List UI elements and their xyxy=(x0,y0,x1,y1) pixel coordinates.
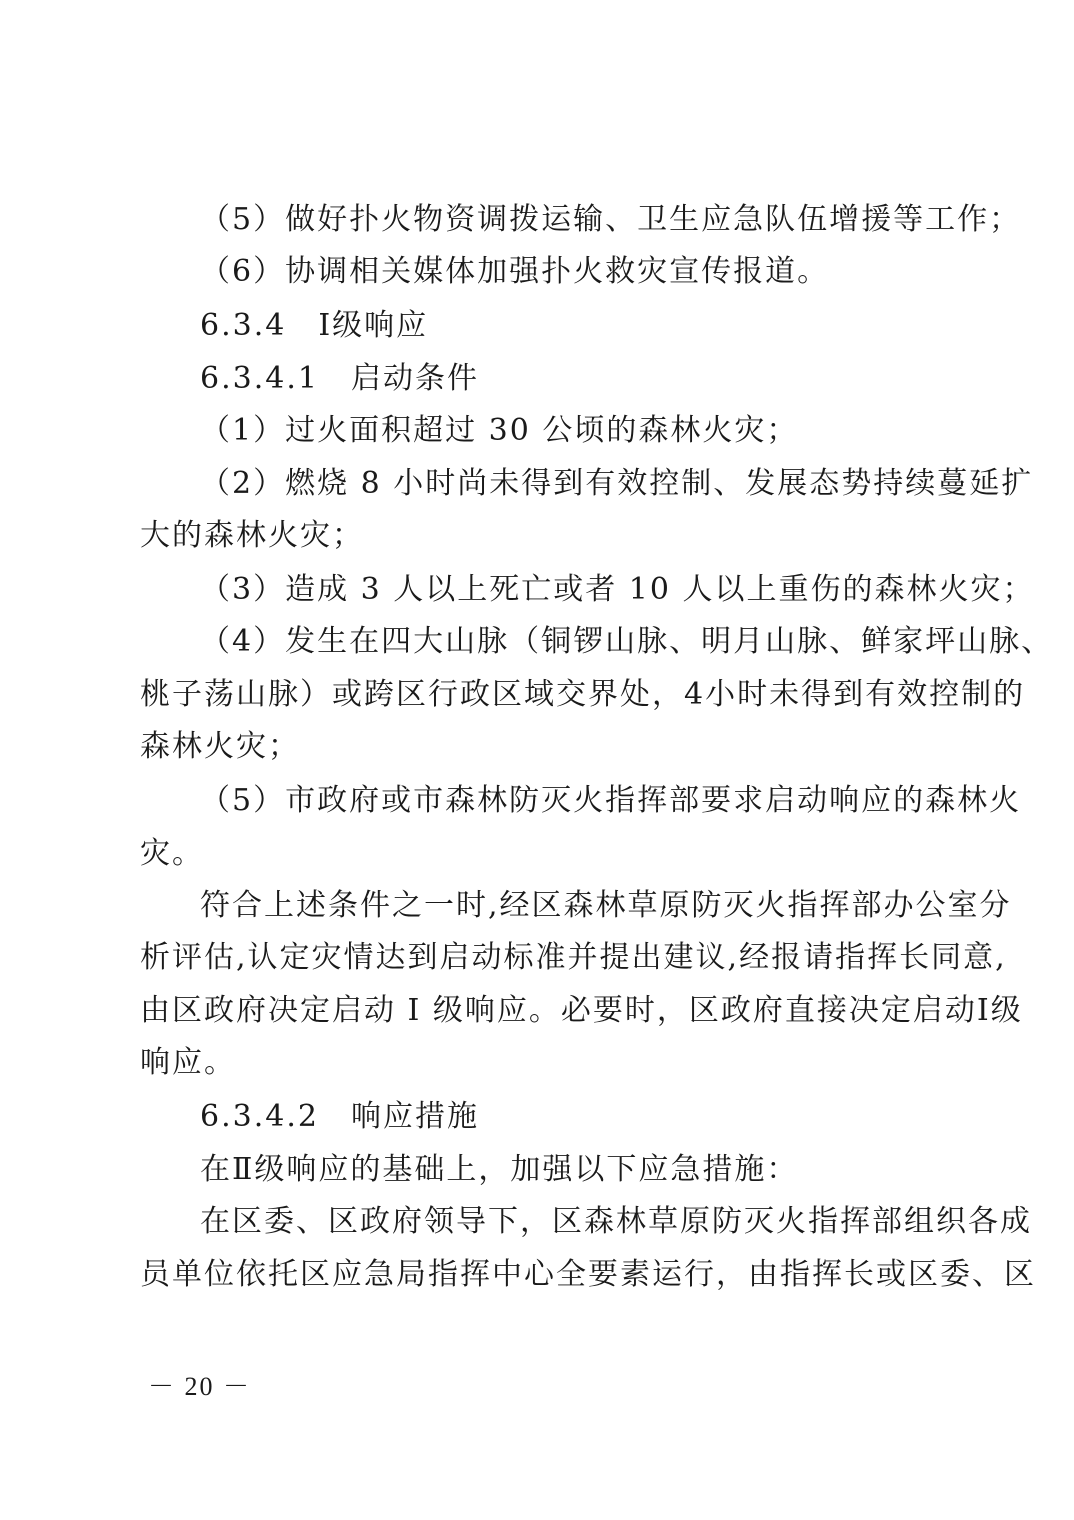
paragraph-line: （1）过火面积超过 30 公顷的森林火灾； xyxy=(200,413,799,448)
paragraph-line: 森林火灾； xyxy=(140,729,300,764)
page-number: － 20 － xyxy=(148,1372,252,1401)
paragraph-line: 灾。 xyxy=(140,836,204,871)
paragraph-line: （6）协调相关媒体加强扑火救灾宣传报道。 xyxy=(200,254,830,289)
paragraph-line: （5）做好扑火物资调拨运输、卫生应急队伍增援等工作； xyxy=(200,202,1022,237)
subsection-heading: 6.3.4.2 响应措施 xyxy=(200,1099,479,1134)
paragraph-line: 员单位依托区应急局指挥中心全要素运行，由指挥长或区委、区 xyxy=(140,1257,1036,1292)
paragraph-line: （5）市政府或市森林防灭火指挥部要求启动响应的森林火 xyxy=(200,783,1022,818)
section-heading: 6.3.4 Ⅰ级响应 xyxy=(200,308,429,343)
paragraph-line: 析评估,认定灾情达到启动标准并提出建议,经报请指挥长同意, xyxy=(140,940,1007,975)
paragraph-line: （2）燃烧 8 小时尚未得到有效控制、发展态势持续蔓延扩 xyxy=(200,466,1034,501)
subsection-heading: 6.3.4.1 启动条件 xyxy=(200,361,479,396)
paragraph-line: （3）造成 3 人以上死亡或者 10 人以上重伤的森林火灾； xyxy=(200,572,1035,607)
paragraph-line: 大的森林火灾； xyxy=(140,518,364,553)
paragraph-line: 在Ⅱ级响应的基础上，加强以下应急措施： xyxy=(200,1152,799,1187)
paragraph-line: 响应。 xyxy=(140,1045,236,1080)
paragraph-line: 符合上述条件之一时,经区森林草原防灭火指挥部办公室分 xyxy=(200,888,1012,923)
paragraph-line: 在区委、区政府领导下，区森林草原防灭火指挥部组织各成 xyxy=(200,1204,1032,1239)
paragraph-line: （4）发生在四大山脉（铜锣山脉、明月山脉、鲜家坪山脉、 xyxy=(200,624,1054,659)
paragraph-line: 桃子荡山脉）或跨区行政区域交界处，4小时未得到有效控制的 xyxy=(140,677,1026,712)
paragraph-line: 由区政府决定启动 I 级响应。必要时，区政府直接决定启动Ⅰ级 xyxy=(140,993,1023,1028)
